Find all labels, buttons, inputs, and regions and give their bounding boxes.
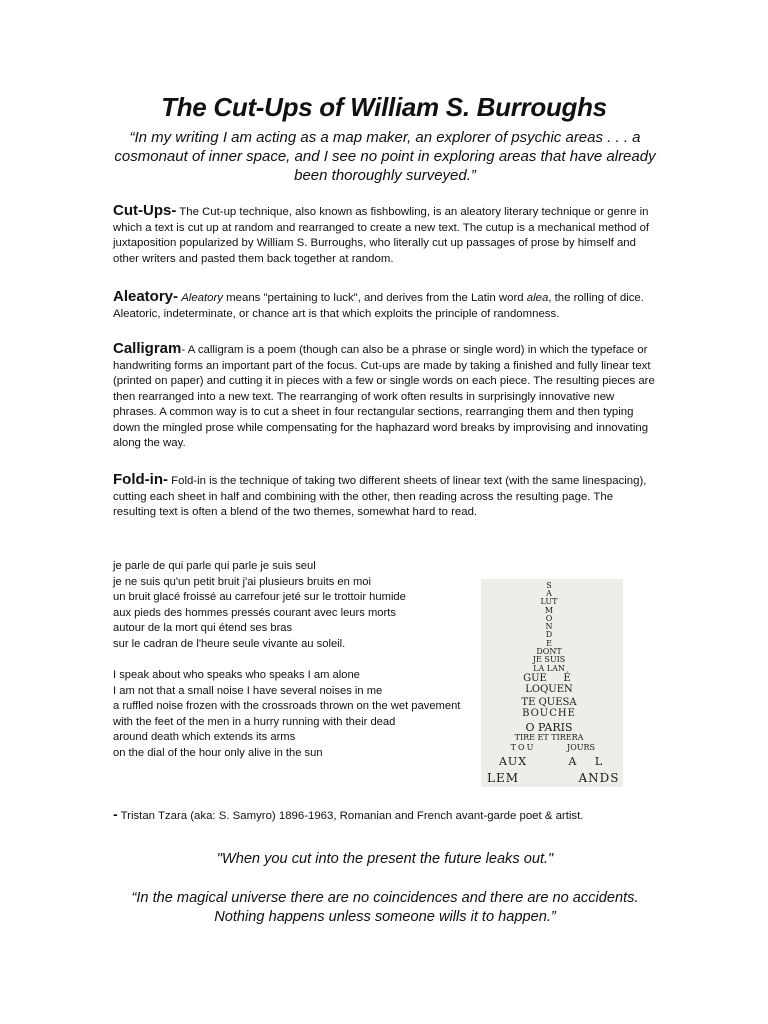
calligram-line: D — [545, 630, 553, 640]
poem-line: around death which extends its arms — [113, 731, 296, 743]
definition-text: means "pertaining to luck", and derives from the Latin word — [223, 292, 527, 304]
calligram-image — [481, 579, 623, 787]
poem-line: on the dial of the hour only alive in the sun — [113, 746, 323, 759]
calligram-line: LEM — [486, 771, 520, 785]
quote-magical: “In the magical universe there are no coincidences and there are no accidents. Nothing happens unless someone wills it to happen.” — [131, 890, 639, 925]
calligram-line: JOURS — [566, 742, 596, 752]
poem-line: autour de la mort qui étend ses bras — [113, 622, 293, 634]
calligram-line: A — [546, 588, 552, 598]
attribution-text: Tristan Tzara (aka: S. Samyro) 1896-1963, Romanian and French avant-garde poet & artist. — [117, 810, 584, 822]
calligram-line: ANDS — [578, 771, 620, 785]
poem-line: je ne suis qu'un petit bruit j'ai plusieurs bruits en moi — [113, 575, 371, 588]
poem-english — [113, 668, 468, 761]
calligram-line: A — [568, 755, 578, 768]
calligram-line: LOQUEN — [525, 684, 573, 696]
poem-line: I speak about who speaks who speaks I am alone — [113, 669, 360, 681]
calligram-line: BOUCHE — [522, 708, 576, 720]
poem-line: I am not that a small noise I have several noises in me — [113, 684, 383, 697]
poem-line: with the feet of the men in a hurry running with their dead — [113, 715, 396, 728]
definition-text: - A calligram is a poem (though can also be a phrase or single word) in which the typeface or handwriting forms an important part of the focus. Cut-ups are made by taking a finished and fully linear text (printed on paper) and cutting it in pieces with a few or single words on each piece. The resulting pieces are then rearranged into a new text. The rearranging of work often results in surprisingly innovative new phrases. A common way is to cut a sheet in four rectangular sections, rearranging them and then typing down the mingled prose while compensating for the haphazard word breaks by improvising and innovating along the way. — [113, 344, 655, 449]
attribution-dash: - — [113, 806, 118, 822]
intro-quote: “In my writing I am acting as a map maker, an explorer of psychic areas . . . a cosmonaut of inner space, and I see no point in exploring areas that have already been thoroughly surveyed.” — [114, 129, 656, 184]
page-title: The Cut-Ups of William S. Burroughs — [161, 92, 607, 122]
calligram-line: M — [544, 605, 554, 615]
calligram-line: JE SUIS — [532, 655, 566, 665]
definition-italic-word: Aleatory — [181, 292, 223, 304]
calligram-line: LUT — [540, 597, 558, 607]
definition-calligram — [113, 341, 658, 452]
definition-italic-word: alea — [526, 292, 549, 304]
poem-line: sur le cadran de l'heure seule vivante au soleil. — [113, 637, 346, 650]
calligram-line: TIRE ET TIRERA — [514, 733, 584, 743]
definition-text: , the rolling of dice. Aleatoric, indeterminate, or chance art is that which exploits the principle of randomness. — [113, 292, 644, 320]
calligram-line: TE QUESA — [521, 696, 577, 708]
definition-text: Fold-in is the technique of taking two different sheets of linear text (with the same linespacing), cutting each sheet in half and combining with the other, then reading across the resulting page. The resulting text is often a blend of the two themes, somewhat hard to read. — [113, 475, 647, 518]
poem-line: je parle de qui parle qui parle je suis seul — [113, 560, 316, 572]
poem-french — [113, 559, 468, 652]
calligram-line: DONT — [536, 647, 562, 657]
definition-term: Calligram — [113, 340, 182, 357]
calligram-line: TOU — [510, 742, 536, 752]
calligram-line: O — [545, 613, 553, 623]
poem-line: un bruit glacé froissé au carrefour jeté sur le trottoir humide — [113, 591, 406, 603]
calligram-line: L — [594, 755, 604, 768]
definition-term: Fold-in- — [113, 471, 168, 488]
definition-text: The Cut-up technique, also known as fishbowling, is an aleatory literary technique or genre in which a text is cut up at random and rearranged to create a new text. The cutup is a mechanical method of juxtaposition popularized by William S. Burroughs, who literally cut up passages of prose by himself and other writers and pasted them back together at random. — [113, 206, 650, 265]
poem-line: aux pieds des hommes pressés courant avec leurs morts — [113, 606, 396, 619]
definition-term: Cut-Ups- — [113, 202, 177, 219]
calligram-line: LA LAN — [533, 664, 565, 674]
poem-line: a ruffled noise frozen with the crossroads thrown on the wet pavement — [113, 700, 461, 712]
calligram-line: O PARIS — [525, 720, 573, 734]
definition-aleatory — [113, 289, 658, 322]
definition-cutups — [113, 203, 658, 267]
attribution — [113, 806, 673, 822]
calligram-line: S — [546, 580, 552, 590]
calligram-line: GUE — [523, 672, 547, 684]
quote-future: "When you cut into the present the future leaks out." — [216, 851, 554, 867]
calligram-line: AUX — [498, 755, 528, 768]
calligram-line: É — [563, 672, 571, 684]
calligram-line: N — [545, 622, 553, 632]
calligram-line: E — [546, 638, 552, 648]
definition-term: Aleatory- — [113, 288, 179, 305]
definition-foldin — [113, 472, 658, 521]
